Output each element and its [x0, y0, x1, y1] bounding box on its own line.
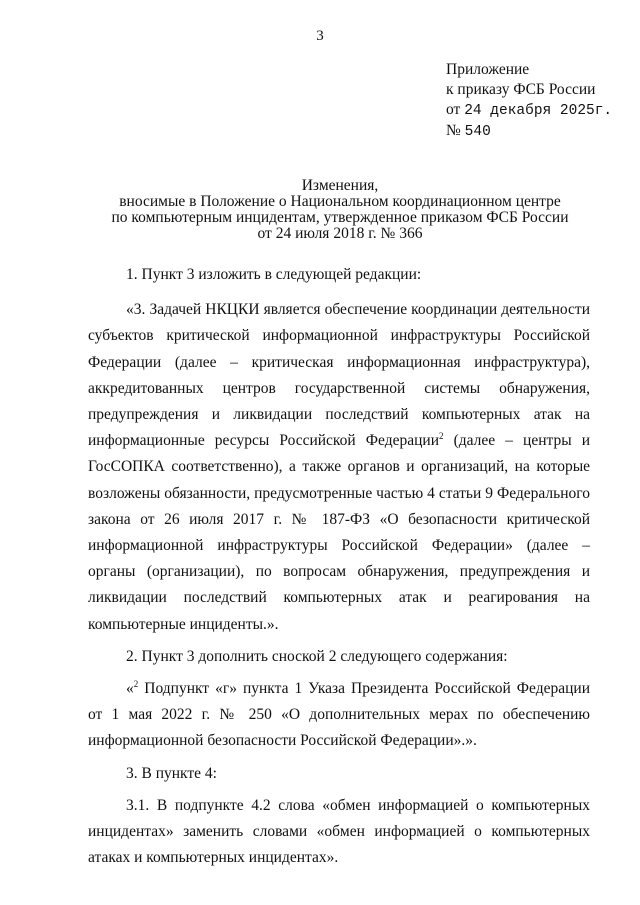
appendix-block: [446, 60, 612, 142]
appendix-number-value: 540: [464, 124, 491, 140]
appendix-order-ref: к приказу ФСБ России: [446, 81, 596, 98]
footnote-mark-2: 2: [439, 431, 444, 442]
paragraph-item-3: 3. В пункте 4:: [126, 764, 217, 782]
paragraph-item-3-1: 3.1. В подпункте 4.2 слова «обмен информацией о компьютерных инцидентах» заменить словами «обмен информацией о компьютерных атаках и компьютерных инцидентах».: [88, 796, 590, 867]
paragraph-item-1-text-part-b: (далее – центры и ГосСОПКА соответственно), а также органов и организаций, на которые возложены обязанности, предусмотренные частью 4 статьи 9 Федерального закона от 26 июля 2017 г. № 187-ФЗ «О безопасности критической информационной инфраструктуры Российской Федерации» (далее – органы (организации), по вопросам обнаружения, предупреждения и ликвидации последствий компьютерных атак и реагирования на компьютерные инциденты.».: [88, 432, 590, 633]
appendix-date-value: 24 декабря 2025г.: [464, 103, 613, 119]
appendix-date-prefix: от: [446, 101, 461, 118]
appendix-number-line: [446, 121, 612, 142]
document-body: [88, 262, 590, 871]
paragraph-item-1: 1. Пункт 3 изложить в следующей редакции:: [126, 266, 422, 283]
paragraph-footnote-text: [88, 676, 590, 755]
heading-line-4: от 24 июля 2018 г. № 366: [257, 225, 423, 242]
footnote-body: Подпункт «г» пункта 1 Указа Президента Российской Федерации от 1 мая 2022 г. № 250 «О дополнительных мерах по обеспечению информационной безопасности Российской Федерации».».: [88, 680, 590, 750]
paragraph-item-1-text: [88, 297, 590, 638]
document-heading: [60, 178, 620, 242]
appendix-title: Приложение: [446, 61, 530, 78]
appendix-date-line: [446, 100, 612, 121]
appendix-number-prefix: №: [446, 122, 461, 139]
heading-line-1: Изменения,: [301, 177, 379, 194]
footnote-open-quote: «: [126, 680, 134, 698]
paragraph-item-1-text-part-a: «3. Задачей НКЦКИ является обеспечение координации деятельности субъектов критической информационной инфраструктуры Российской Федерации (далее – критическая информационная инфраструктура), аккредитованных центров государственной системы обнаружения, предупреждения и ликвидации последствий компьютерных атак на информационные ресурсы Российской Федерации: [88, 301, 590, 450]
page-number: 3: [316, 28, 324, 44]
paragraph-item-2: 2. Пункт 3 дополнить сноской 2 следующего содержания:: [126, 647, 508, 665]
footnote-mark-2-definition: 2: [133, 678, 139, 689]
heading-line-2: вносимые в Положение о Национальном координационном центре: [119, 193, 561, 210]
heading-line-3: по компьютерным инцидентам, утвержденное приказом ФСБ России: [111, 209, 569, 226]
